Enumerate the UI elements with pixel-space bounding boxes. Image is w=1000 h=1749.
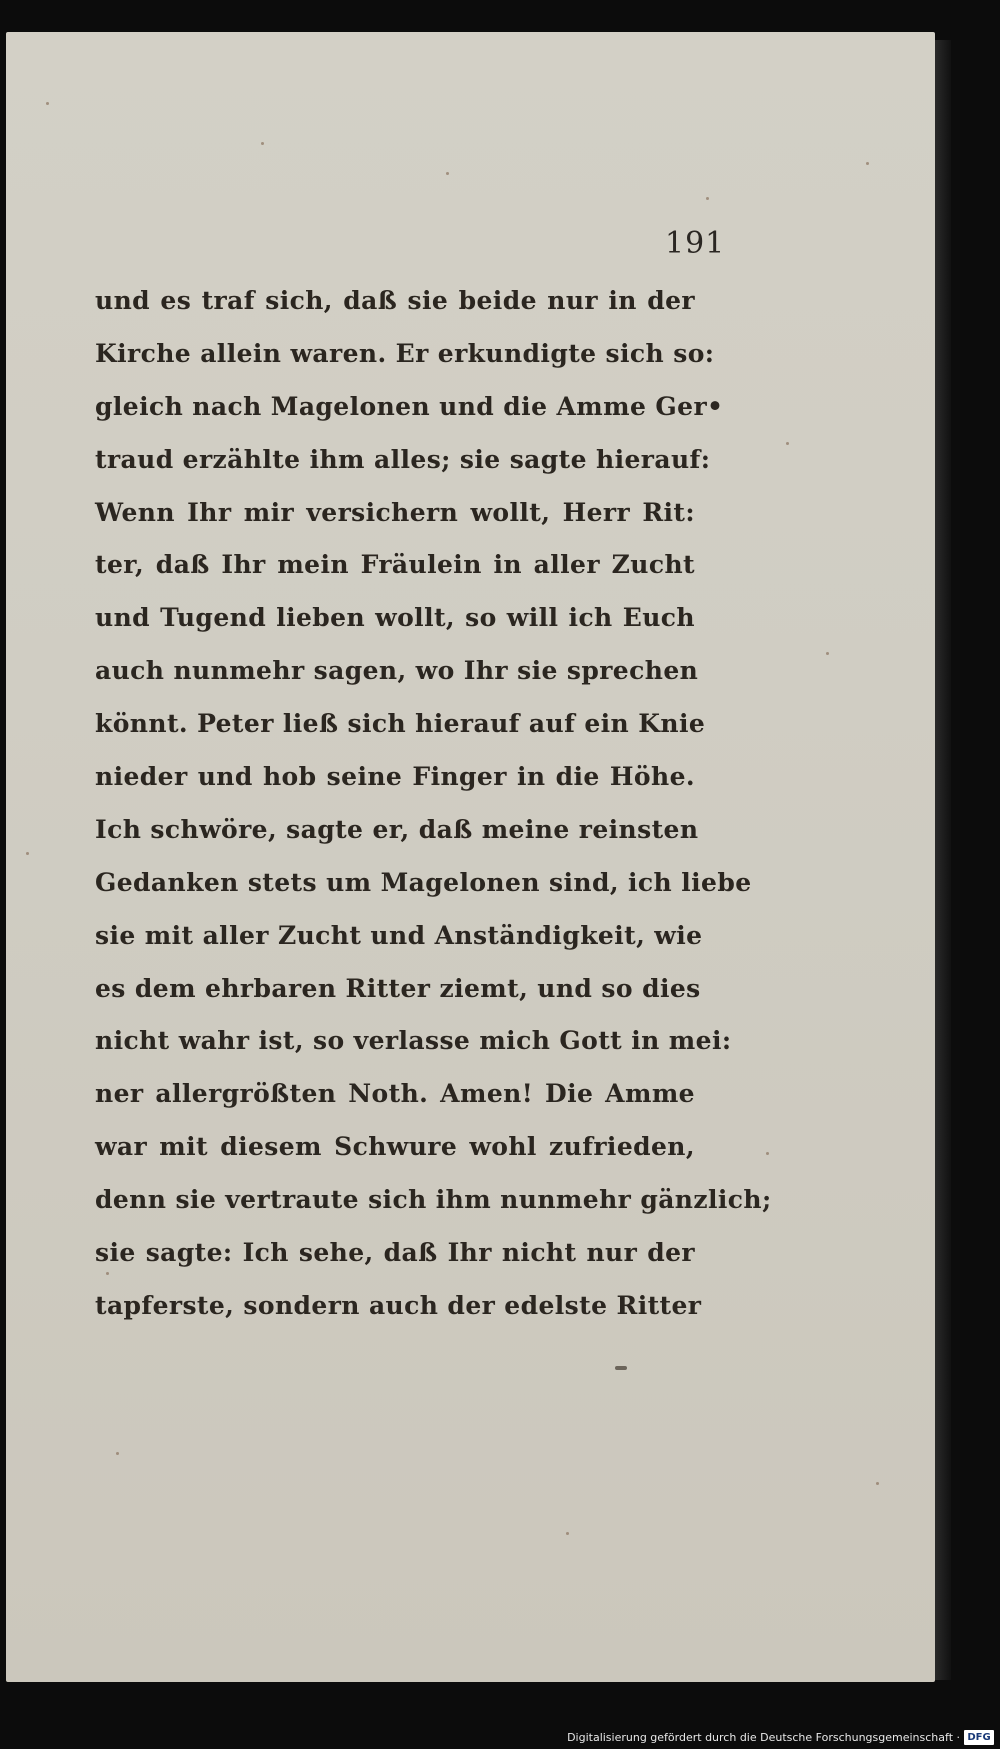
text-line: Kirche allein waren. Er erkundigte sich so: <box>95 338 715 368</box>
ink-mark <box>615 1366 627 1370</box>
text-line: und es traf sich, daß sie beide nur in der <box>95 286 695 315</box>
paper-speck <box>786 442 789 445</box>
text-line: Gedanken stets um Magelonen sind, ich liebe <box>95 867 752 897</box>
text-line: traud erzählte ihm alles; sie sagte hierauf: <box>95 444 711 474</box>
paper-speck <box>116 1452 119 1455</box>
text-line: sie sagte: Ich sehe, daß Ihr nicht nur der <box>95 1238 695 1268</box>
text-line: ter, daß Ihr mein Fräulein in aller Zucht <box>95 550 695 580</box>
page-number: 191 <box>665 226 726 261</box>
page-edge-shadow <box>935 40 951 1680</box>
text-line: gleich nach Magelonen und die Amme Ger• <box>95 391 724 421</box>
paper-speck <box>566 1532 569 1535</box>
text-line: nicht wahr ist, so verlasse mich Gott in mei: <box>95 1026 732 1056</box>
digitization-credit: Digitalisierung gefördert durch die Deutsche Forschungsgemeinschaft · <box>567 1731 960 1744</box>
dfg-logo-icon: DFG <box>964 1730 994 1745</box>
paper-speck <box>876 1482 879 1485</box>
text-line: war mit diesem Schwure wohl zufrieden, <box>95 1132 695 1162</box>
paper-speck <box>46 102 49 105</box>
text-line: tapferste, sondern auch der edelste Ritter <box>95 1290 702 1320</box>
text-line: auch nunmehr sagen, wo Ihr sie sprechen <box>95 656 699 686</box>
text-line: denn sie vertraute sich ihm nunmehr gänzlich; <box>95 1185 772 1215</box>
paper-speck <box>26 852 29 855</box>
text-line: ner allergrößten Noth. Amen! Die Amme <box>95 1079 695 1109</box>
text-line: nieder und hob seine Finger in die Höhe. <box>95 762 695 792</box>
text-line: Wenn Ihr mir versichern wollt, Herr Rit: <box>95 497 695 527</box>
paper-speck <box>826 652 829 655</box>
paper-speck <box>706 197 709 200</box>
body-text <box>95 275 772 1333</box>
text-line: und Tugend lieben wollt, so will ich Euch <box>95 603 695 633</box>
text-line: sie mit aller Zucht und Anständigkeit, wie <box>95 920 703 950</box>
text-line: Ich schwöre, sagte er, daß meine reinsten <box>95 814 699 844</box>
paper-speck <box>446 172 449 175</box>
paper-speck <box>766 1152 769 1155</box>
paper-speck <box>261 142 264 145</box>
text-line: es dem ehrbaren Ritter ziemt, und so dies <box>95 973 701 1003</box>
text-line: könnt. Peter ließ sich hierauf auf ein Knie <box>95 709 706 739</box>
paper-speck <box>866 162 869 165</box>
